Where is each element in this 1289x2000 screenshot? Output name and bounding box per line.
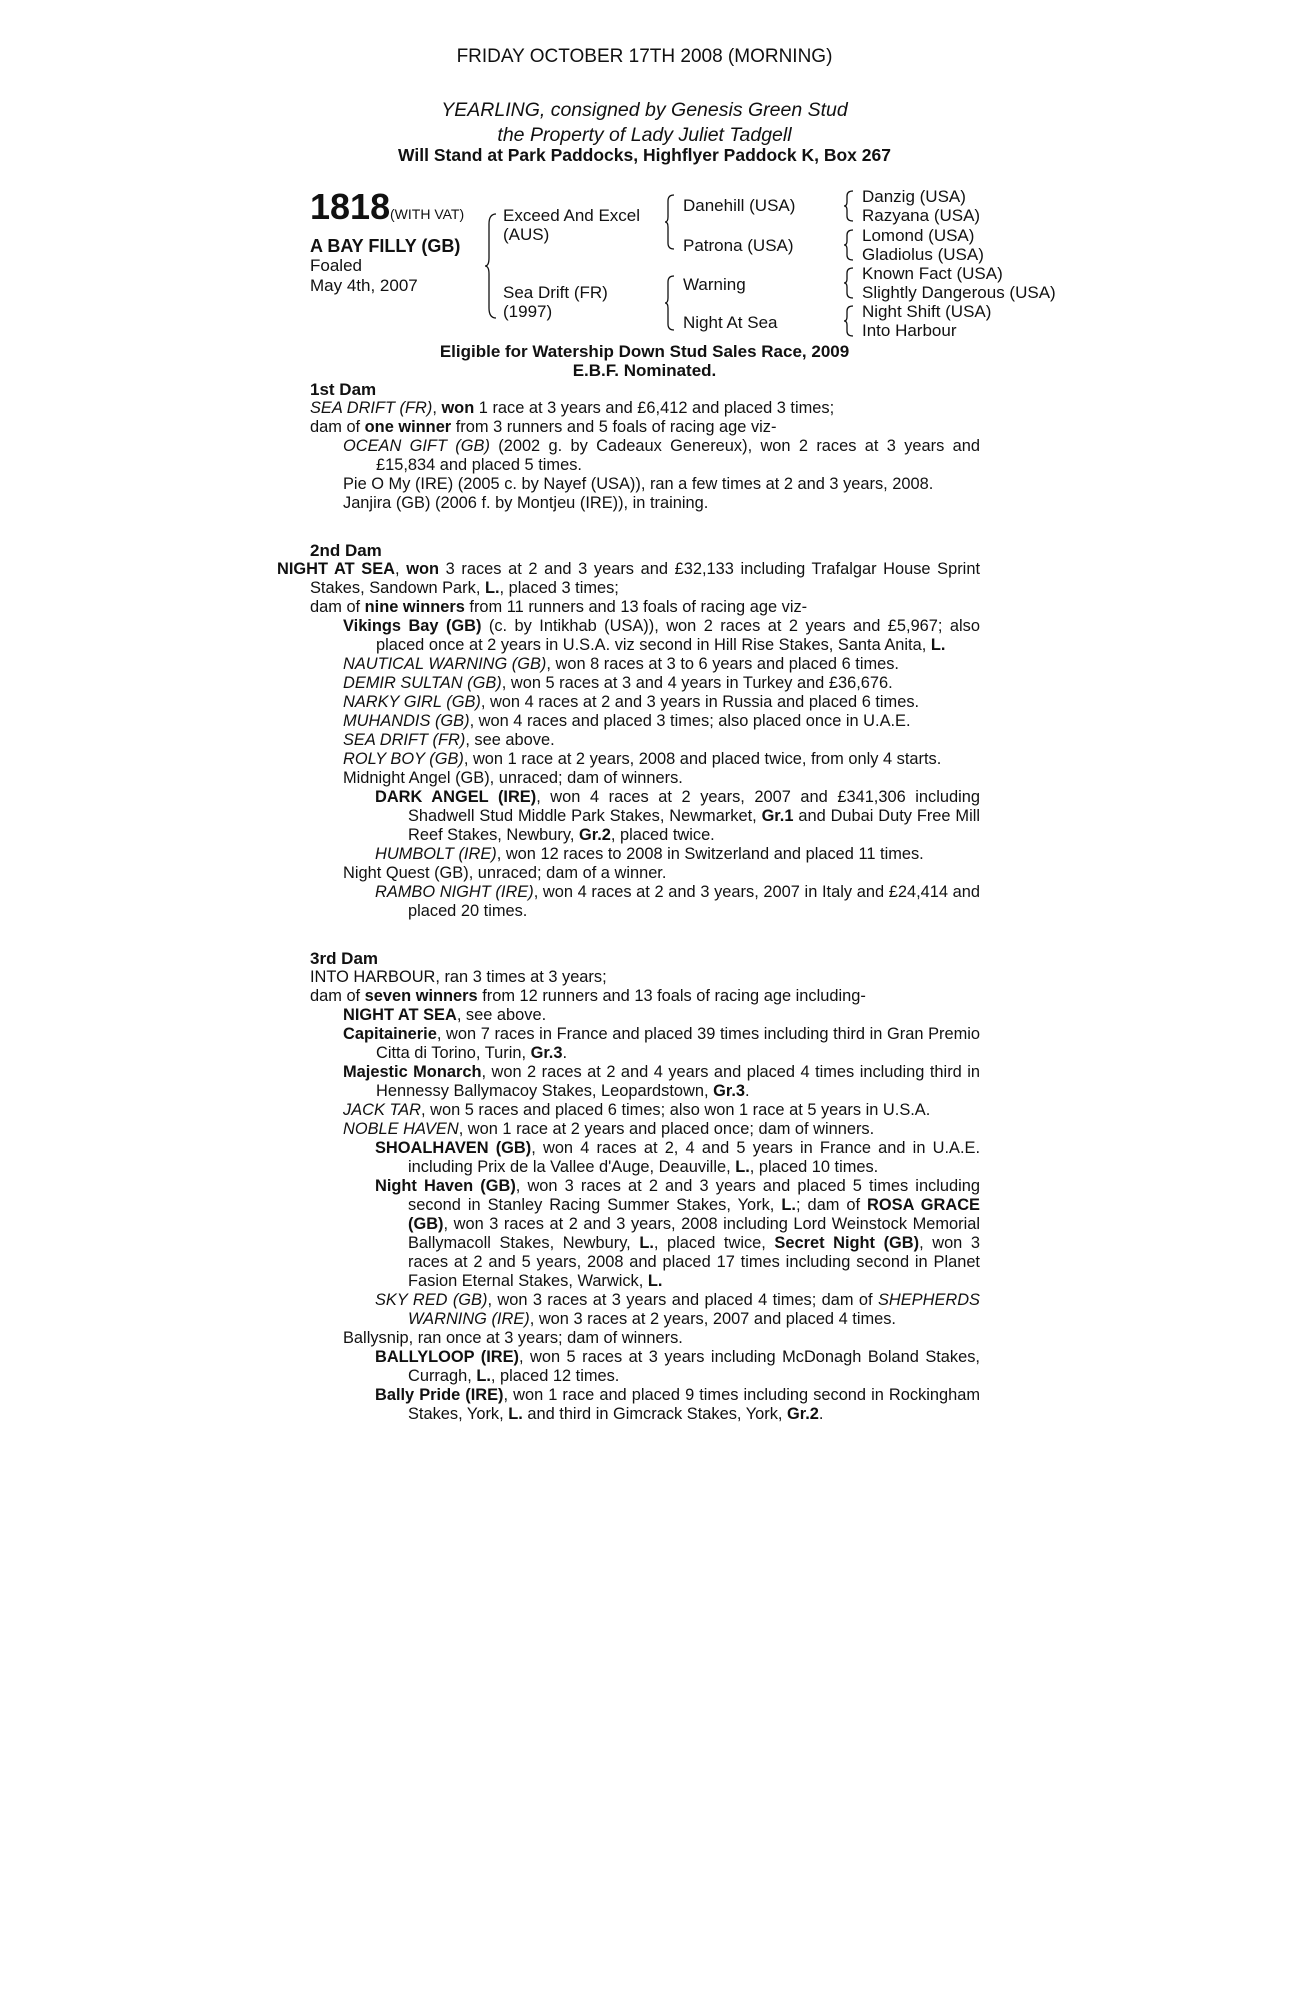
sire-dam-sire: Lomond (USA) [862,226,975,245]
first-dam-record: 1 race at 3 years and £6,412 and placed 3 times; [474,399,835,417]
horse-record: , won 4 races at 2 years, 2007 and £341,306 including Shadwell Stud Middle Park Stakes, Newmarket, [408,788,980,825]
pedigree-brace-sd [843,228,855,262]
horse-name: SKY RED (GB) [375,1291,488,1309]
listed-mark: L. [735,1158,750,1176]
horse-name: JACK TAR [343,1101,422,1119]
horse-name: DARK ANGEL (IRE) [375,788,537,806]
horse-record: , won 12 races to 2008 in Switzerland and placed 11 times. [496,845,924,863]
pedigree-brace-sire [664,193,676,251]
second-dam-name: NIGHT AT SEA [277,560,395,578]
horse-name: BALLYLOOP (IRE) [375,1348,519,1366]
produce-entry [310,1101,980,1120]
horse-record: , won 5 races at 3 years including McDonagh Boland Stakes, Curragh, [408,1348,980,1385]
horse-name: RAMBO NIGHT (IRE) [375,883,534,901]
runners-foals: from 11 runners and 13 foals of racing age viz- [464,598,808,616]
horse-record: (2002 g. by Cadeaux Genereux), won 2 races at 3 years and £15,834 and placed 5 times. [376,437,980,474]
sale-date: FRIDAY OCTOBER 17TH 2008 (MORNING) [456,46,833,67]
produce-entry [310,788,980,845]
produce-record [277,380,980,1424]
horse-record: , won 4 races at 2, 4 and 5 years in France and in U.A.E. including Prix de la Vallee d'Auge, Deauville, [408,1139,980,1176]
produce-entry [310,1177,980,1291]
dam-sire: Warning [683,275,746,294]
produce-entry [310,712,980,731]
horse-record: , won 3 races at 2 years, 2007 and placed 4 times. [529,1310,896,1328]
horse-record: , see above. [456,1006,547,1024]
horse-record: , won 7 races in France and placed 39 times including third in Gran Premio Citta di Torino, Turin, [376,1025,980,1062]
produce-entry [310,1386,980,1424]
horse-name: Bally Pride (IRE) [375,1386,504,1404]
listed-mark: L. [930,636,946,654]
won-label: won [441,399,475,417]
consignor-block [0,98,1289,148]
horse-record: , won 1 race at 2 years, 2008 and placed twice, from only 4 starts. [463,750,942,768]
horse-name: Vikings Bay (GB) [343,617,482,635]
horse-name: NIGHT AT SEA [343,1006,457,1024]
foaled-info [310,256,418,296]
horse-record: , won 4 races at 2 and 3 years, 2007 in Italy and £24,414 and placed 20 times. [408,883,980,920]
horse-name: ROSA GRACE (GB) [408,1196,980,1233]
horse-name: Secret Night (GB) [774,1234,920,1252]
produce-entry [310,617,980,655]
sire-sire: Danehill (USA) [683,196,796,215]
produce-entry: Midnight Angel (GB), unraced; dam of winners. [343,769,683,787]
horse-record: and Dubai Duty Free Mill Reef Stakes, Newbury, [408,807,980,844]
second-dam-record-end: , placed 3 times; [499,579,619,597]
produce-entry: Ballysnip, ran once at 3 years; dam of winners. [343,1329,683,1347]
eligibility [0,342,1289,380]
horse-record: , won 3 races at 2 and 5 years, 2008 and placed 17 times including second in Planet Fasion Eternal Stakes, Warwick, [408,1234,980,1290]
sire-name: Exceed And Excel [503,206,641,225]
listed-mark: L. [508,1405,523,1423]
horse-name: SHEPHERDS WARNING (IRE) [408,1291,980,1328]
pedigree-brace-dam [664,274,676,332]
horse-record: , placed 12 times. [490,1367,620,1385]
sire [503,206,640,244]
horse-name: SHOALHAVEN (GB) [375,1139,532,1157]
produce-entry [310,1120,980,1139]
first-dam-intro: SEA DRIFT (FR), won 1 race at 3 years and £6,412 and placed 3 times; [310,399,835,417]
horse-record: , won 5 races and placed 6 times; also won 1 race at 5 years in U.S.A. [421,1101,931,1119]
produce-entry: Capitainerie, won 7 races in France and placed 39 times including third in Gran Premio Citta di Torino, Turin, Gr.3. [343,1025,980,1062]
won-label: won [406,560,439,578]
first-dam-name: SEA DRIFT (FR) [310,399,433,417]
listed-mark: L. [781,1196,796,1214]
foaled-label: Foaled [310,256,362,275]
produce-entry [310,655,980,674]
third-dam-produce-summary [310,987,980,1006]
listed-mark: L. [639,1234,654,1252]
sire-sire-dam: Razyana (USA) [862,206,981,225]
horse-record: , won 3 races at 3 years and placed 4 times; dam of [487,1291,878,1309]
dam-dam-dam: Into Harbour [862,321,957,340]
first-dam-produce-summary [310,418,980,437]
runners-foals: from 12 runners and 13 foals of racing age including- [477,987,866,1005]
horse-record: (c. by Intikhab (USA)), won 2 races at 2 years and £5,967; also placed once at 2 years in U.S.A. viz second in Hill Rise Stakes, Santa Anita, [376,617,980,654]
consignor-line: YEARLING, consigned by Genesis Green Stud [441,99,848,121]
produce-entry [310,1139,980,1177]
listed-mark: L. [484,579,500,597]
vat-note: (WITH VAT) [390,206,465,222]
horse-name: Capitainerie [343,1025,437,1043]
horse-record: , won 5 races at 3 and 4 years in Turkey and £36,676. [501,674,893,692]
dam-year: (1997) [503,302,553,321]
horse-name: ROLY BOY (GB) [343,750,464,768]
produce-entry: Janjira (GB) (2006 f. by Montjeu (IRE)), in training. [343,494,709,512]
horse-name: DEMIR SULTAN (GB) [343,674,502,692]
third-dam-intro: INTO HARBOUR, ran 3 times at 3 years; [310,968,607,986]
produce-entry [310,883,980,921]
group-mark: Gr.1 [761,807,794,825]
eligibility-race: Eligible for Watership Down Stud Sales Race, 2009 [439,342,850,361]
horse-name: SEA DRIFT (FR) [343,731,466,749]
horse-name: Majestic Monarch [343,1063,482,1081]
lot-number: 1818 [310,186,391,227]
pedigree-brace-main [484,212,498,320]
dam-sire-dam: Slightly Dangerous (USA) [862,283,1056,302]
produce-entry [310,845,980,864]
sire-origin: (AUS) [503,225,550,244]
winners-count: one winner [364,418,452,436]
sire-sire-sire: Danzig (USA) [862,187,966,206]
dam-dam-sire: Night Shift (USA) [862,302,992,321]
produce-entry: Majestic Monarch, won 2 races at 2 and 4 years and placed 4 times including third in Hennessy Ballymacoy Stakes, Leopardstown, Gr.3. [343,1063,980,1100]
produce-entry: Pie O My (IRE) (2005 c. by Nayef (USA)), ran a few times at 2 and 3 years, 2008. [343,475,934,493]
horse-record: ; dam of [795,1196,868,1214]
dam-dam: Night At Sea [683,313,778,332]
dam-of-label: dam of [310,987,365,1005]
horse-record: , see above. [465,731,555,749]
pedigree-brace-dd [843,304,855,338]
produce-entry [310,1291,980,1329]
second-dam-record: 3 races at 2 and 3 years and £32,133 including Trafalgar House Sprint Stakes, Sandown Park, [310,560,980,597]
third-dam-heading: 3rd Dam [310,949,379,968]
first-dam-heading: 1st Dam [310,380,377,399]
horse-record: , won 3 races at 2 and 3 years, 2008 including Lord Weinstock Memorial Ballymacoll Stakes, Newbury, [408,1215,980,1252]
listed-mark: L. [647,1272,663,1290]
horse-record: , won 4 races at 2 and 3 years in Russia and placed 6 times. [480,693,920,711]
horse-name: HUMBOLT (IRE) [375,845,497,863]
group-mark: Gr.3 [530,1044,563,1062]
winners-count: nine winners [364,598,465,616]
horse-record: , placed 10 times. [749,1158,879,1176]
horse-record: and third in Gimcrack Stakes, York, [522,1405,787,1423]
horse-name: OCEAN GIFT (GB) [343,437,490,455]
dam-of-label: dam of [310,598,365,616]
produce-entry [310,437,980,475]
horse-name: MUHANDIS (GB) [343,712,470,730]
sire-dam-dam: Gladiolus (USA) [862,245,984,264]
horse-record: , won 8 races at 3 to 6 years and placed 6 times. [546,655,899,673]
dam [503,283,608,321]
horse-record: , won 3 races at 2 and 3 years and placed 5 times including second in Stanley Racing Summer Stakes, York, [408,1177,980,1214]
horse-record: , won 4 races and placed 3 times; also placed once in U.A.E. [469,712,911,730]
produce-entry [310,731,980,750]
ebf-nominated: E.B.F. Nominated. [572,361,717,380]
produce-entry [310,750,980,769]
horse-record: , won 1 race and placed 9 times including second in Rockingham Stakes, York, [408,1386,980,1423]
horse-record: , placed twice, [653,1234,775,1252]
dam-of-label: dam of [310,418,365,436]
horse-record: , placed twice. [610,826,715,844]
runners-foals: from 3 runners and 5 foals of racing age viz- [451,418,777,436]
dam-name: Sea Drift (FR) [503,283,608,302]
group-mark: Gr.3 [713,1082,745,1100]
horse-record: , won 2 races at 2 and 4 years and placed 4 times including third in Hennessy Ballymacoy Stakes, Leopardstown, [376,1063,980,1100]
produce-entry [310,1348,980,1386]
horse-name: NOBLE HAVEN [343,1120,459,1138]
produce-entry [310,674,980,693]
dam-sire-sire: Known Fact (USA) [862,264,1003,283]
second-dam-produce-summary [310,598,980,617]
produce-entry: Night Quest (GB), unraced; dam of a winner. [343,864,667,882]
produce-entry [310,693,980,712]
group-mark: Gr.2 [787,1405,819,1423]
lot-description: A BAY FILLY (GB) [310,236,461,256]
horse-name: NAUTICAL WARNING (GB) [343,655,547,673]
group-mark: Gr.2 [578,826,611,844]
horse-record: , won 1 race at 2 years and placed once; dam of winners. [458,1120,875,1138]
horse-name: NARKY GIRL (GB) [343,693,481,711]
second-dam-intro: NIGHT AT SEA, won 3 races at 2 and 3 years and £32,133 including Trafalgar House Sprint Stakes, Sandown Park, L., placed 3 times; [277,560,980,597]
property-line: the Property of Lady Juliet Tadgell [497,124,792,146]
sire-dam: Patrona (USA) [683,236,794,255]
horse-record: . [818,1405,824,1423]
winners-count: seven winners [364,987,478,1005]
foaled-date: May 4th, 2007 [310,276,418,295]
second-dam-heading: 2nd Dam [310,541,382,560]
pedigree-brace-ds [843,266,855,300]
horse-name: Night Haven (GB) [375,1177,516,1195]
listed-mark: L. [476,1367,491,1385]
pedigree-brace-ss [843,189,855,223]
produce-entry [310,1006,980,1025]
stand-location: Will Stand at Park Paddocks, Highflyer Paddock K, Box 267 [398,145,891,165]
